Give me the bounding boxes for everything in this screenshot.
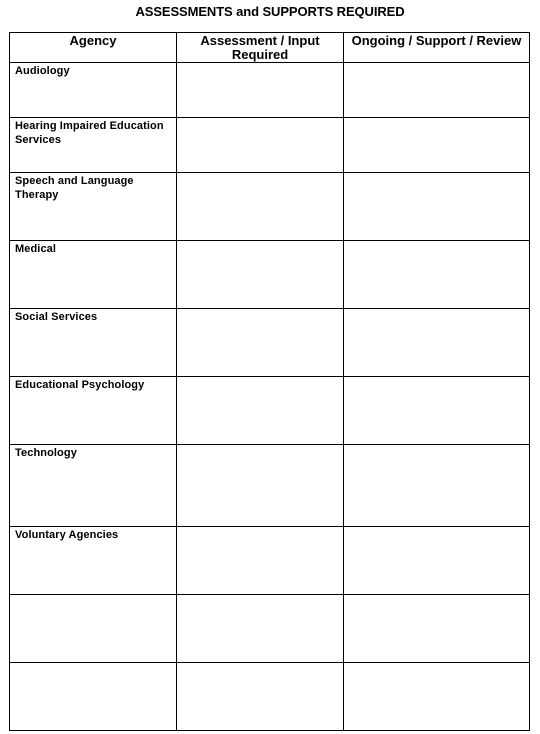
table-row xyxy=(10,309,530,377)
assessment-cell[interactable] xyxy=(177,309,344,377)
assessment-cell[interactable] xyxy=(177,595,344,663)
assessment-cell[interactable] xyxy=(177,173,344,241)
agency-cell: Social Services xyxy=(10,309,177,377)
table-row xyxy=(10,63,530,118)
ongoing-cell[interactable] xyxy=(344,173,530,241)
header-assessment: Assessment / Input Required xyxy=(177,33,344,63)
ongoing-cell[interactable] xyxy=(344,595,530,663)
assessment-cell[interactable] xyxy=(177,377,344,445)
ongoing-cell[interactable] xyxy=(344,309,530,377)
ongoing-cell[interactable] xyxy=(344,118,530,173)
assessments-table xyxy=(9,32,530,731)
ongoing-cell[interactable] xyxy=(344,241,530,309)
table-header-row xyxy=(10,33,530,63)
agency-cell: Medical xyxy=(10,241,177,309)
assessment-cell[interactable] xyxy=(177,63,344,118)
assessment-cell[interactable] xyxy=(177,118,344,173)
table-row xyxy=(10,595,530,663)
table-row xyxy=(10,663,530,731)
ongoing-cell[interactable] xyxy=(344,63,530,118)
table-row xyxy=(10,377,530,445)
agency-cell[interactable] xyxy=(10,663,177,731)
agency-cell: Audiology xyxy=(10,63,177,118)
table-row xyxy=(10,118,530,173)
assessment-cell[interactable] xyxy=(177,445,344,527)
ongoing-cell[interactable] xyxy=(344,527,530,595)
header-ongoing: Ongoing / Support / Review xyxy=(344,33,530,63)
agency-cell: Educational Psychology xyxy=(10,377,177,445)
header-agency: Agency xyxy=(10,33,177,63)
assessment-cell[interactable] xyxy=(177,663,344,731)
table-row xyxy=(10,173,530,241)
agency-cell: Hearing Impaired Education Services xyxy=(10,118,177,173)
ongoing-cell[interactable] xyxy=(344,377,530,445)
table-row xyxy=(10,445,530,527)
assessment-cell[interactable] xyxy=(177,241,344,309)
agency-cell[interactable] xyxy=(10,595,177,663)
assessment-cell[interactable] xyxy=(177,527,344,595)
agency-cell: Speech and Language Therapy xyxy=(10,173,177,241)
page-title: ASSESSMENTS and SUPPORTS REQUIRED xyxy=(135,4,405,19)
ongoing-cell[interactable] xyxy=(344,445,530,527)
ongoing-cell[interactable] xyxy=(344,663,530,731)
table-row xyxy=(10,241,530,309)
table-row xyxy=(10,527,530,595)
agency-cell: Voluntary Agencies xyxy=(10,527,177,595)
agency-cell: Technology xyxy=(10,445,177,527)
